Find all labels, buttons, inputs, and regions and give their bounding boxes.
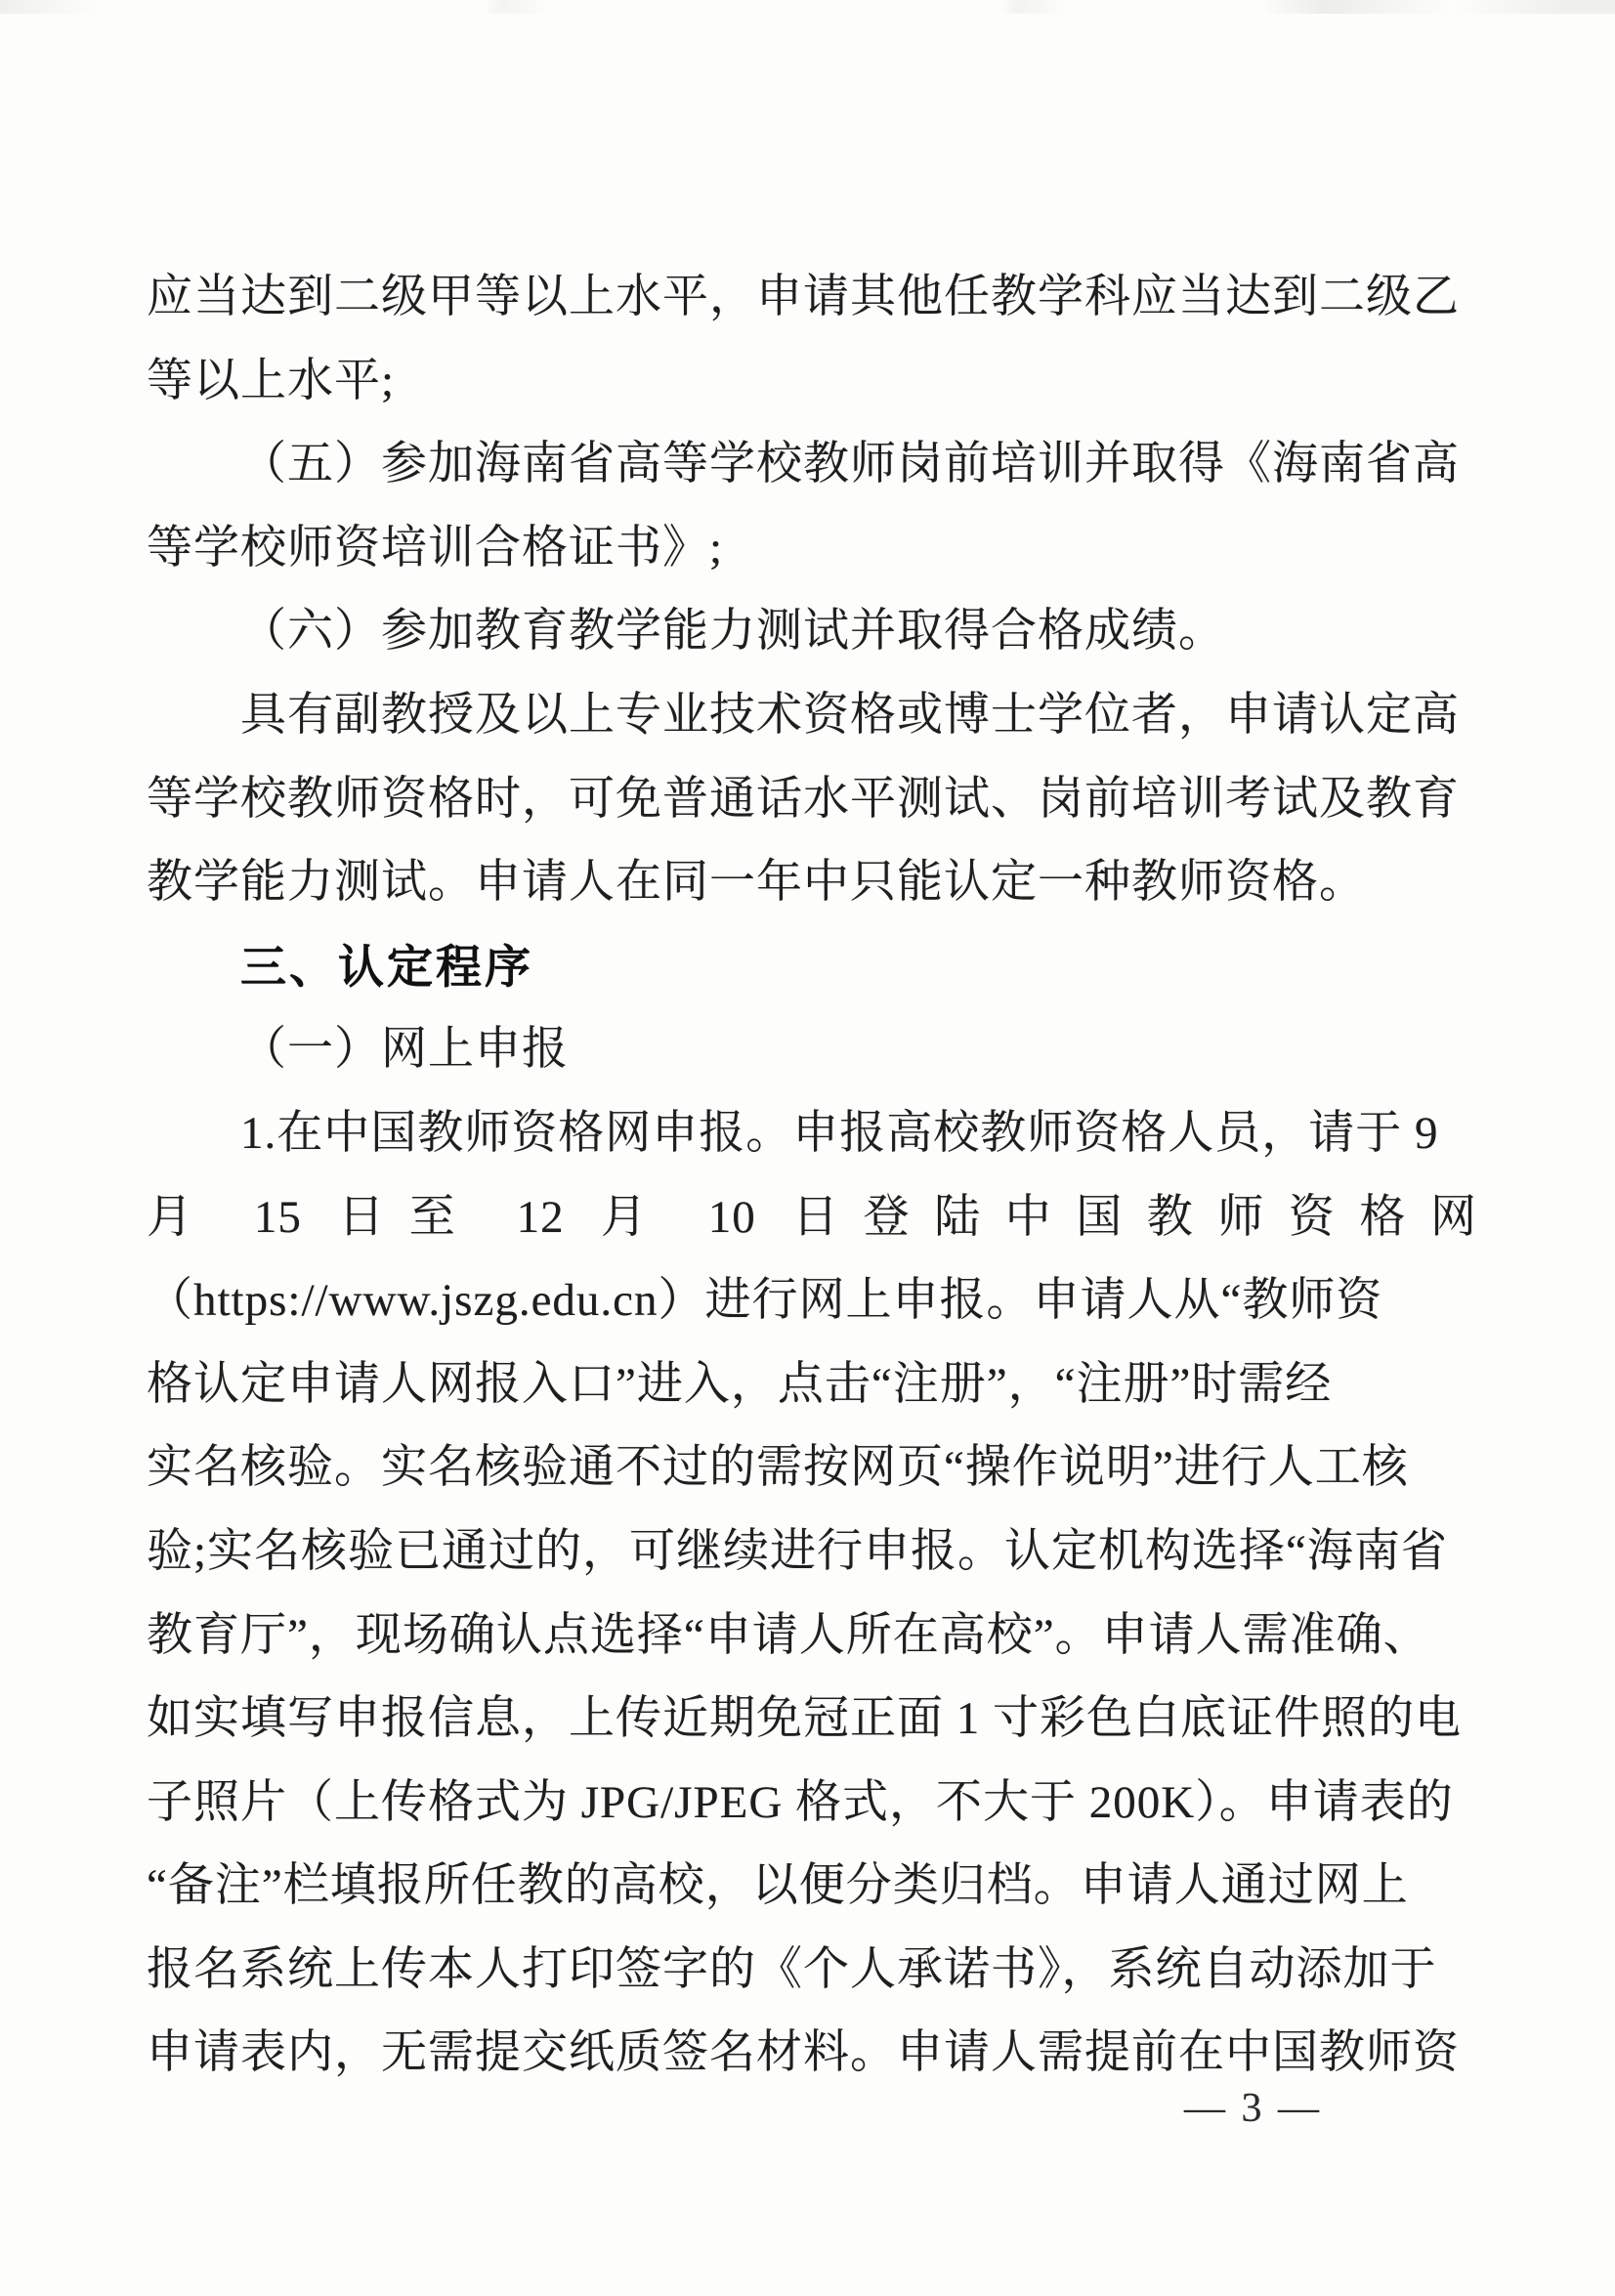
page-number: — 3 —: [1184, 2086, 1322, 2131]
document-line: 申请表内，无需提交纸质签名材料。申请人需提前在中国教师资: [147, 2027, 1460, 2079]
document-line: 实名核验。实名核验通不过的需按网页“操作说明”进行人工核: [147, 1442, 1409, 1494]
document-line: 月 15 日至 12 月 10 日登陆中国教师资格网: [147, 1191, 1477, 1243]
document-line: 子照片（上传格式为 JPG/JPEG 格式，不大于 200K）。申请表的: [147, 1776, 1454, 1828]
document-line: （一）网上申报: [240, 1024, 569, 1076]
document-line: （https://www.jszg.edu.cn）进行网上申报。申请人从“教师资: [147, 1275, 1383, 1327]
section-heading: 三、认定程序: [240, 940, 533, 993]
document-line: 格认定申请人网报入口”进入，点击“注册”，“注册”时需经: [147, 1358, 1333, 1410]
document-line: 1.在中国教师资格网申报。申报高校教师资格人员，请于 9: [240, 1107, 1439, 1159]
document-body: [147, 256, 1477, 2096]
document-line: 应当达到二级甲等以上水平，申请其他任教学科应当达到二级乙: [147, 272, 1460, 322]
document-line: 报名系统上传本人打印签字的《个人承诺书》，系统自动添加于: [147, 1943, 1437, 1995]
scan-artifact: [0, 0, 1615, 14]
document-line: （六）参加教育教学能力测试并取得合格成绩。: [240, 606, 1225, 658]
document-line: “备注”栏填报所任教的高校，以便分类归档。申请人通过网上: [147, 1860, 1409, 1912]
document-line: 教育厅”，现场确认点选择“申请人所在高校”。申请人需准确、: [147, 1609, 1430, 1661]
document-line: （五）参加海南省高等学校教师岗前培训并取得《海南省高: [240, 439, 1460, 490]
document-line: 教学能力测试。申请人在同一年中只能认定一种教师资格。: [147, 857, 1366, 909]
document-line: 具有副教授及以上专业技术资格或博士学位者，申请认定高: [240, 689, 1460, 741]
document-line: 等以上水平;: [147, 355, 396, 406]
document-line: 如实填写申报信息，上传近期免冠正面 1 寸彩色白底证件照的电: [147, 1693, 1462, 1745]
document-line: 等学校师资培训合格证书》;: [147, 522, 724, 574]
document-line: 等学校教师资格时，可免普通话水平测试、岗前培训考试及教育: [147, 773, 1460, 825]
document-line: 验;实名核验已通过的，可继续进行申报。认定机构选择“海南省: [147, 1525, 1448, 1577]
